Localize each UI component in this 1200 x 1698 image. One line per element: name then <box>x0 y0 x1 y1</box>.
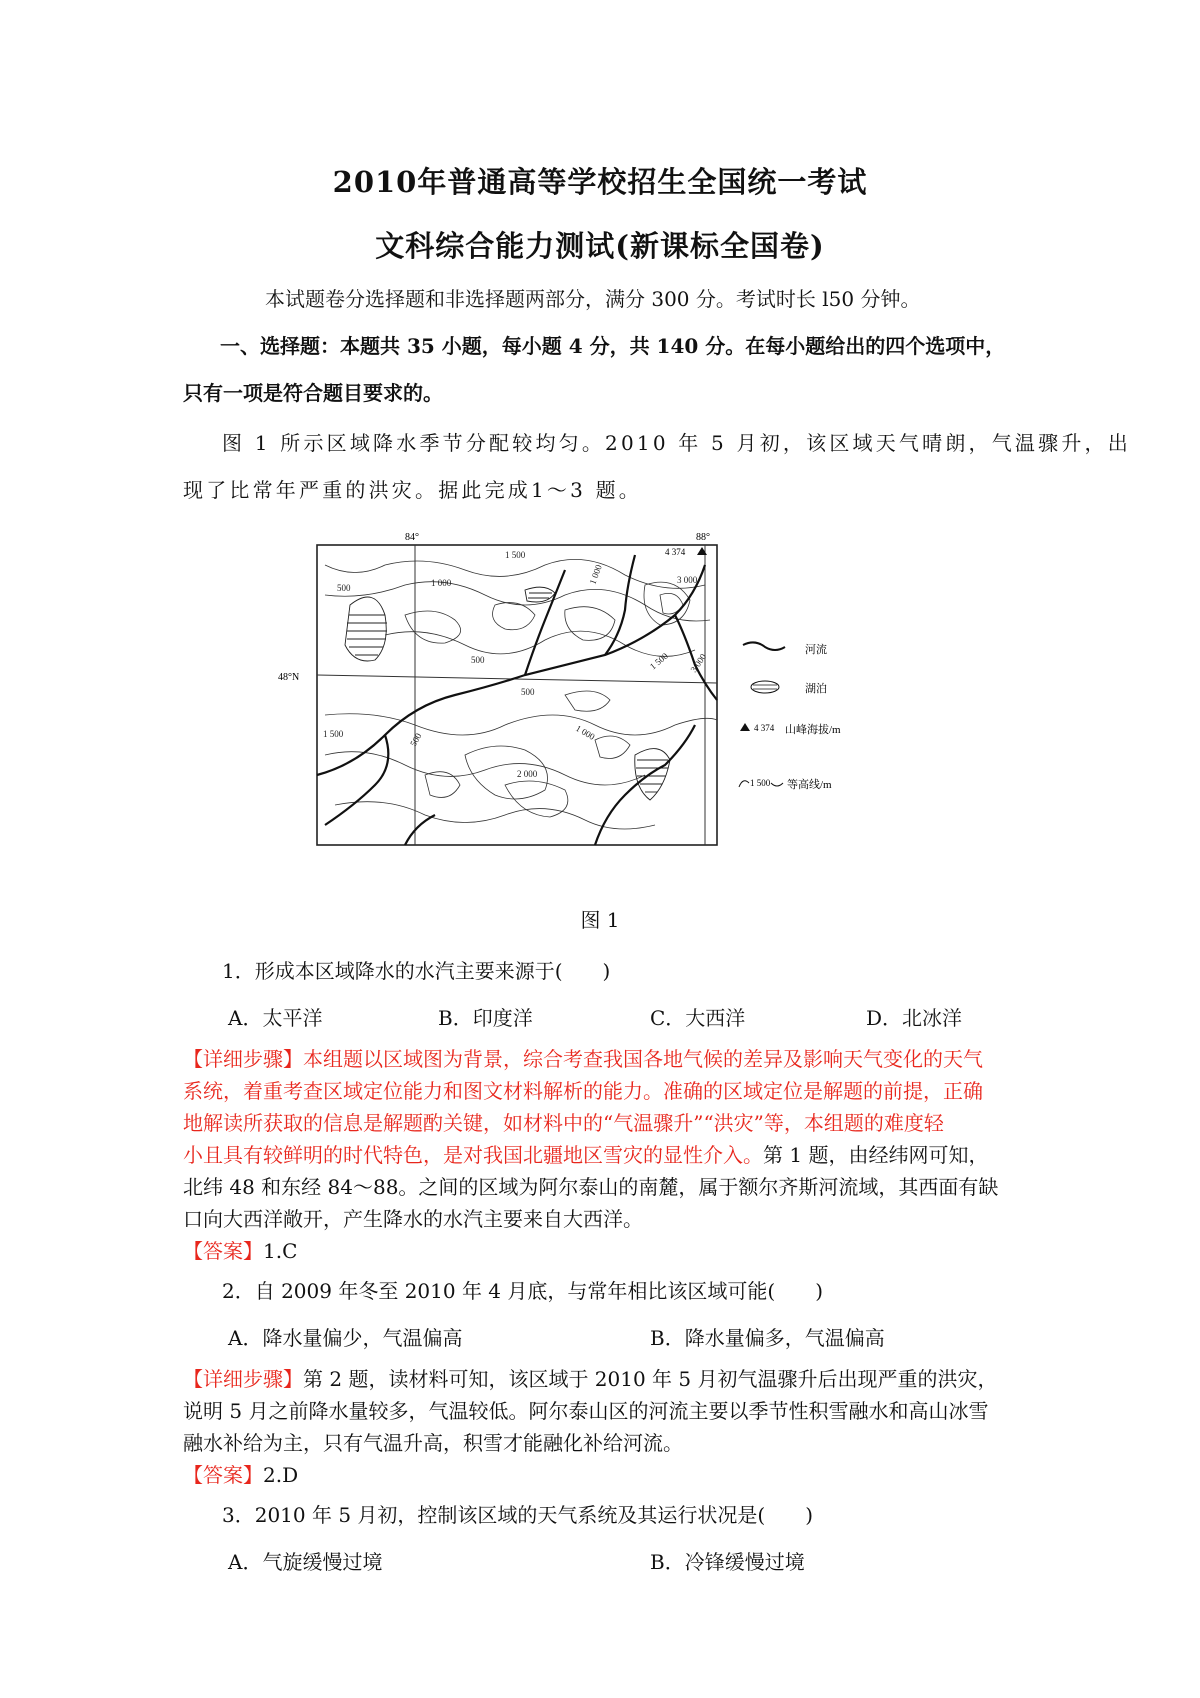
explanation-2-line2: 说明 5 月之前降水量较多，气温较低。阿尔泰山区的河流主要以季节性积雪融水和高山冰雪 <box>183 1399 989 1423</box>
legend-peak-label: 山峰海拔/m <box>785 724 841 736</box>
intro-text: 本试题卷分选择题和非选择题两部分，满分 300 分。考试时长 l50 分钟。 <box>265 287 921 311</box>
contour-label: 1 500 <box>323 729 344 739</box>
explanation-2-line3: 融水补给为主，只有气温升高，积雪才能融化补给河流。 <box>183 1431 683 1455</box>
legend-river-label: 河流 <box>805 644 827 656</box>
explanation-1-line4: 小且具有较鲜明的时代特色，是对我国北疆地区雪灾的显性介入。第 1 题，由经纬网可知， <box>183 1143 989 1167</box>
question-3-option-a: A．气旋缓慢过境 <box>228 1550 383 1574</box>
explanation-1-line2: 系统，着重考查区域定位能力和图文材料解析的能力。准确的区域定位是解题的前提，正确 <box>183 1079 983 1103</box>
explanation-1-line3: 地解读所获取的信息是解题酌关键，如材料中的“气温骤升”“洪灾”等，本组题的难度轻 <box>183 1111 944 1135</box>
contour-label: 3 000 <box>688 651 709 675</box>
question-3-stem: 3．2010 年 5 月初，控制该区域的天气系统及其运行状况是( ) <box>222 1503 814 1527</box>
contour-label: 1 000 <box>431 578 452 588</box>
question-2-stem: 2．自 2009 年冬至 2010 年 4 月底，与常年相比该区域可能( ) <box>222 1279 823 1303</box>
contour-label: 500 <box>521 687 535 697</box>
explanation-1-line1: 【详细步骤】本组题以区域图为背景，综合考查我国各地气候的差异及影响天气变化的天气 <box>183 1047 983 1071</box>
section-heading-line1: 一、选择题：本题共 35 小题，每小题 4 分，共 140 分。在每小题给出的四个选项中， <box>220 334 1006 358</box>
document-subtitle: 文科综合能力测试(新课标全国卷) <box>375 229 825 263</box>
explanation-2-line1: 【详细步骤】第 2 题，读材料可知，该区域于 2010 年 5 月初气温骤升后出现严重的洪灾， <box>183 1367 998 1391</box>
explanation-1-line6: 口向大西洋敞开，产生降水的水汽主要来自大西洋。 <box>183 1207 643 1231</box>
question-1-option-d: D．北冰洋 <box>866 1006 963 1030</box>
passage-line2: 现了比常年严重的洪灾。据此完成1～3 题。 <box>183 478 643 502</box>
passage-line1: 图 1 所示区域降水季节分配较均匀。2010 年 5 月初，该区域天气晴朗，气温骤升，出 <box>222 431 1131 455</box>
lon-label-84: 84° <box>405 532 419 543</box>
contour-label: 1 500 <box>505 550 526 560</box>
legend-peak-value: 4 374 <box>754 723 775 733</box>
legend-lake-label: 湖泊 <box>805 683 827 695</box>
question-2-option-b: B．降水量偏多，气温偏高 <box>650 1326 885 1350</box>
answer-2: 【答案】2.D <box>183 1463 299 1487</box>
question-1-option-a: A．太平洋 <box>228 1006 323 1030</box>
question-1-option-b: B．印度洋 <box>438 1006 533 1030</box>
question-1-option-c: C．大西洋 <box>650 1006 746 1030</box>
legend-contour-label: 等高线/m <box>787 779 832 791</box>
contour-label: 3 000 <box>677 575 698 585</box>
explanation-1-line5: 北纬 48 和东经 84～88。之间的区域为阿尔泰山的南麓，属于额尔齐斯河流域，其西面有缺 <box>183 1175 999 1199</box>
question-2-option-a: A．降水量偏少，气温偏高 <box>228 1326 463 1350</box>
contour-label: 500 <box>408 731 424 748</box>
contour-label: 500 <box>471 655 485 665</box>
lat-label-48n: 48°N <box>278 672 300 683</box>
peak-label: 4 374 <box>665 547 686 557</box>
section-heading-line2: 只有一项是符合题目要求的。 <box>183 381 443 405</box>
contour-label: 2 000 <box>517 769 538 779</box>
map-legend <box>739 642 841 791</box>
figure-caption: 图 1 <box>580 908 620 932</box>
lon-label-88: 88° <box>696 532 710 543</box>
answer-tag: 【答案】 <box>183 1239 263 1263</box>
legend-peak-icon <box>740 723 750 731</box>
explanation-tag: 【详细步骤】 <box>183 1047 303 1071</box>
contour-label: 500 <box>337 583 351 593</box>
figure-1-map <box>265 525 841 885</box>
answer-1: 【答案】1.C <box>183 1239 298 1263</box>
legend-contour-value: 1 500 <box>750 778 771 788</box>
contour-label: 1 500 <box>647 650 670 672</box>
document-title: 2010年普通高等学校招生全国统一考试 <box>332 165 868 199</box>
question-1-stem: 1．形成本区域降水的水汽主要来源于( ) <box>222 959 611 983</box>
contour-label: 1 000 <box>574 723 597 742</box>
contour-label: 1 000 <box>587 563 604 586</box>
question-3-option-b: B．冷锋缓慢过境 <box>650 1550 805 1574</box>
